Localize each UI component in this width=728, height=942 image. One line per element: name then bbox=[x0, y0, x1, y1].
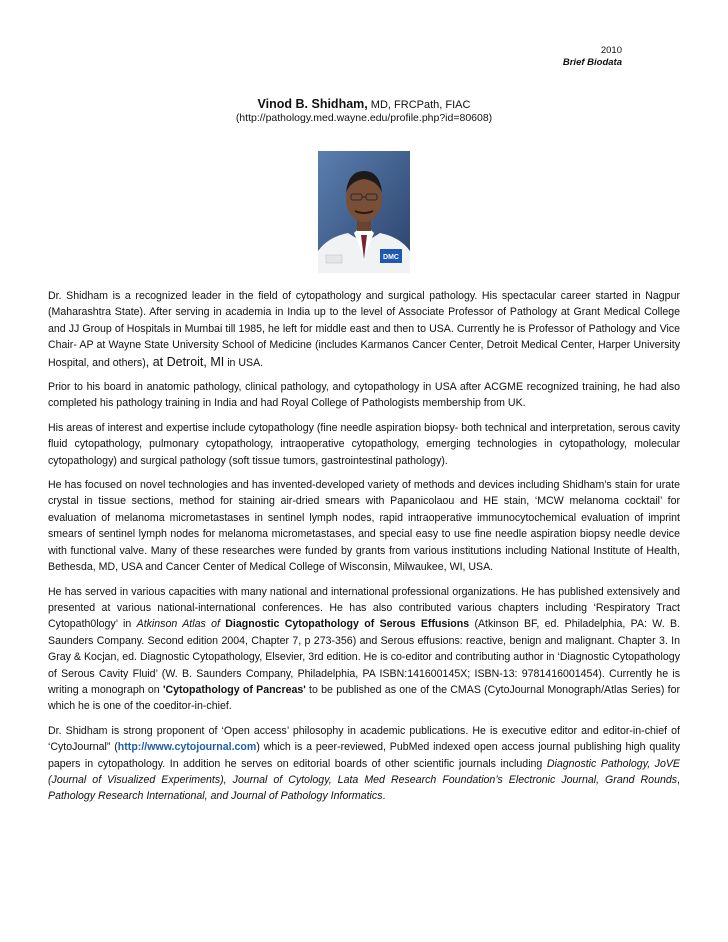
cytojournal-link[interactable]: http://www.cytojournal.com bbox=[117, 741, 257, 754]
paragraph-publications: He has served in various capacities with many national and international professional organizations. He has published extensively and presented at various national-international conferences. He has also contributed various chapters including ‘Respiratory Tract Cytopath0logy’ in Atkinson Atlas of Diagnostic Cytopathology of Serous Effusions (Atkinson BF, ed. Philadelphia, PA: W. B. Saunders Company. Second edition 2004, Chapter 7, p 273-356) and Serous effusions: reactive, benign and malignant. Chapter 3. In Gray & Kocjan, ed. Diagnostic Cytopathology, Elsevier, 3rd edition. He is co-editor and contributing author in ‘Diagnostic Cytopathology of Serous Cavity Fluid’ (W. B. Saunders Company, Philadelphia, PA ISBN:141600145X; ISBN-13: 9781416001454). Currently he is writing a monograph on 'Cytopathology of Pancreas' to be published as one of the CMAS (CytoJournal Monograph/Atlas Series) for which he is one of the coeditor-in-chief. bbox=[48, 585, 681, 713]
portrait-photo bbox=[318, 151, 410, 273]
biography-body bbox=[48, 288, 680, 813]
person-name: Vinod B. Shidham, bbox=[257, 97, 368, 111]
credentials: MD, FRCPath, FIAC bbox=[367, 99, 471, 111]
profile-url: (http://pathology.med.wayne.edu/profile.php?id=80608) bbox=[235, 112, 493, 124]
header-year: 2010 bbox=[600, 45, 622, 56]
paragraph-intro: Dr. Shidham is a recognized leader in the field of cytopathology and surgical pathology. His spectacular career started in Nagpur (Maharashtra State). After serving in academia in India up to the level of Associate Professor of Pathology at Grant Medical College and JJ Group of Hospitals in Mumbai till 1985, he left for middle east and then to USA. Currently he is Professor of Pathology and Vice Chair- AP at Wayne State University School of Medicine (includes Karmanos Cancer Center, Detroit Medical Center, Harper University Hospital, and others), at Detroit, MI in USA. bbox=[48, 290, 680, 369]
header-doc-type: Brief Biodata bbox=[562, 57, 622, 68]
dmc-badge: DMC bbox=[383, 254, 399, 261]
paragraph-open-access: Dr. Shidham is strong proponent of ‘Open access’ philosophy in academic publications. He is executive editor and editor-in-chief of ‘CytoJournal” (http://www.cytojournal.com) which is a peer-reviewed, PubMed indexed open access journal publishing high quality papers in cytopathology. In addition he serves on editorial boards of other scientific journals including Diagnostic Pathology, JoVE (Journal of Visualized Experiments), Journal of Cytology, Lata Med Research Foundation’s Electronic Journal, Grand Rounds, Pathology Research International, and Journal of Pathology Informatics. bbox=[48, 724, 680, 803]
paragraph-interests: His areas of interest and expertise include cytopathology (fine needle aspiration biopsy- both technical and interpretation, serous cavity fluid cytopathology, pulmonary cytopathology, intraoperative cytopathology, emerging technologies in cytopathology, molecular cytopathology) and surgical pathology (soft tissue tumors, gastrointestinal pathology). bbox=[48, 421, 680, 467]
paragraph-technologies: He has focused on novel technologies and has invented-developed variety of methods and devices including Shidham’s stain for urate crystal in tissue sections, method for staining air-dried smears with Papanicolaou and HE stain, ‘MCW melanoma cocktail’ for evaluation of melanoma micrometastases in sentinel lymph nodes, rapid intraoperative immunocytochemical evaluation of imprint smears of sentinel lymph nodes for melanoma micrometastases, and special easy to use fine needle aspiration biopsy needle device with functional valve. Many of these researches were funded by grants from various institutions including National Institute of Health, Bethesda, MD, USA and Cancer Center of Medical College of Wisconsin, Milwaukee, WI, USA. bbox=[48, 479, 680, 574]
paragraph-training: Prior to his board in anatomic pathology, clinical pathology, and cytopathology in USA after ACGME recognized training, he had also completed his pathology training in India and had Royal College of Pathologists membership from UK. bbox=[48, 381, 680, 410]
